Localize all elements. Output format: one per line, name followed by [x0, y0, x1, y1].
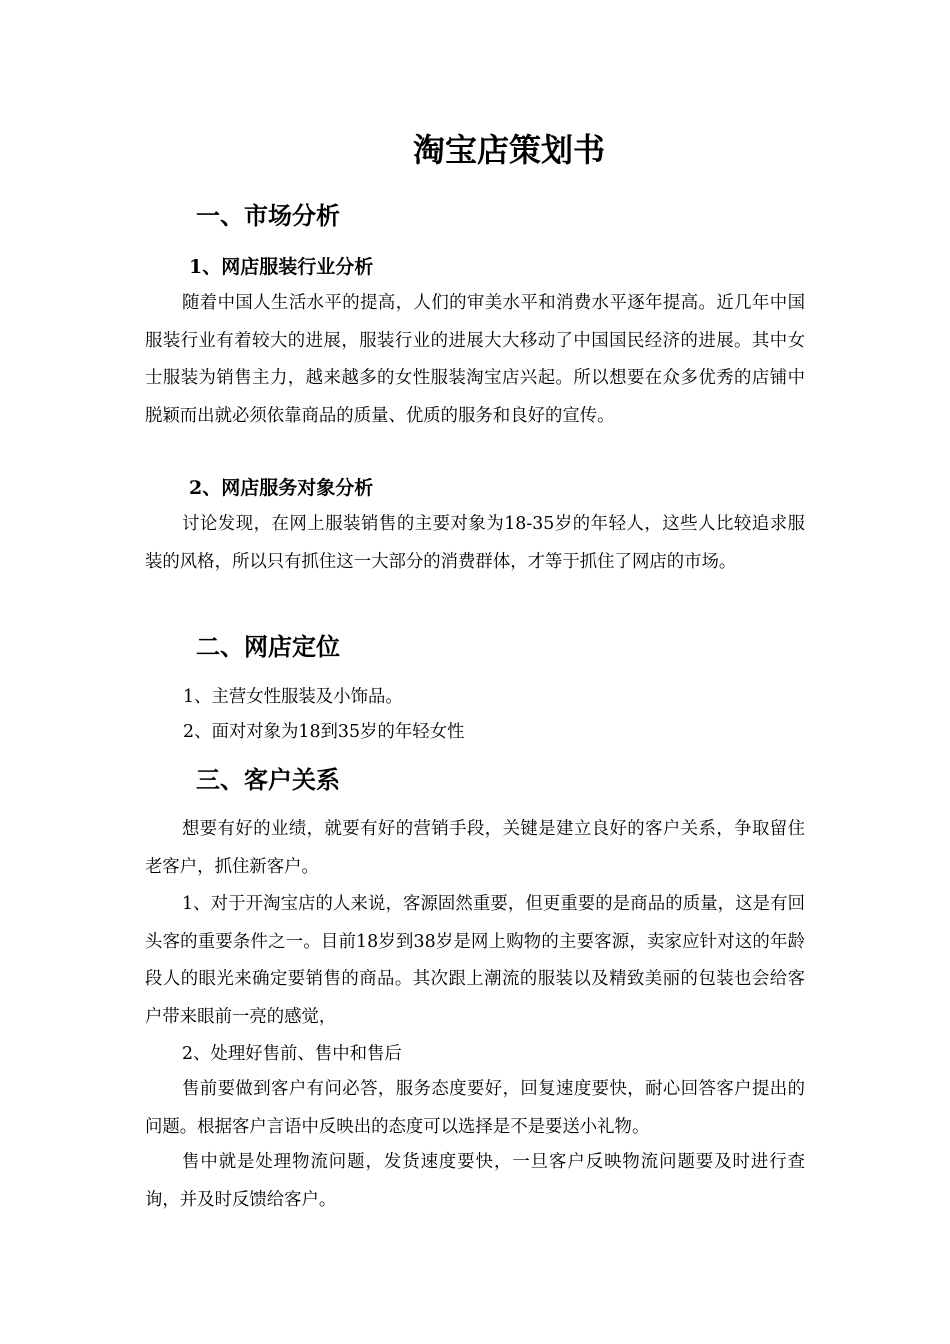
subheading-target-customer-analysis: 2、网店服务对象分析: [189, 477, 374, 499]
section-heading-market-analysis: 一、市场分析: [196, 201, 340, 230]
subheading-industry-analysis: 1、网店服装行业分析: [189, 256, 374, 278]
list-item: 2、面对对象为18到35岁的年轻女性: [183, 722, 465, 742]
list-item: 1、主营女性服装及小饰品。: [183, 687, 403, 707]
section-heading-customer-relations: 三、客户关系: [196, 765, 340, 794]
paragraph-customer-relations-intro: 想要有好的业绩，就要有好的营销手段，关键是建立良好的客户关系，争取留住老客户，抓住新客户。: [145, 819, 805, 877]
paragraph-presale: 售前要做到客户有问必答，服务态度要好，回复速度要快，耐心回答客户提出的问题。根据客户言语中反映出的态度可以选择是不是要送小礼物。: [145, 1079, 805, 1137]
paragraph-target-customer-analysis: 讨论发现，在网上服装销售的主要对象为18-35岁的年轻人，这些人比较追求服装的风格，所以只有抓住这一大部分的消费群体，才等于抓住了网店的市场。: [145, 514, 805, 572]
document-title: 淘宝店策划书: [412, 131, 605, 169]
paragraph-presale-sale-aftersale: 2、处理好售前、售中和售后: [182, 1044, 402, 1064]
paragraph-in-sale: 售中就是处理物流问题，发货速度要快，一旦客户反映物流问题要及时进行查询，并及时反馈给客户。: [145, 1152, 805, 1210]
paragraph-industry-analysis: 随着中国人生活水平的提高，人们的审美水平和消费水平逐年提高。近几年中国服装行业有着较大的进展，服装行业的进展大大移动了中国国民经济的进展。其中女士服装为销售主力，越来越多的女性服装淘宝店兴起。所以想要在众多优秀的店铺中脱颖而出就必须依靠商品的质量、优质的服务和良好的宣传。: [145, 293, 805, 426]
section-heading-store-positioning: 二、网店定位: [196, 632, 340, 661]
paragraph-product-quality: 1、对于开淘宝店的人来说，客源固然重要，但更重要的是商品的质量，这是有回头客的重要条件之一。目前18岁到38岁是网上购物的主要客源，卖家应针对这的年龄段人的眼光来确定要销售的商品。其次跟上潮流的服装以及精致美丽的包装也会给客户带来眼前一亮的感觉，: [145, 894, 805, 1027]
